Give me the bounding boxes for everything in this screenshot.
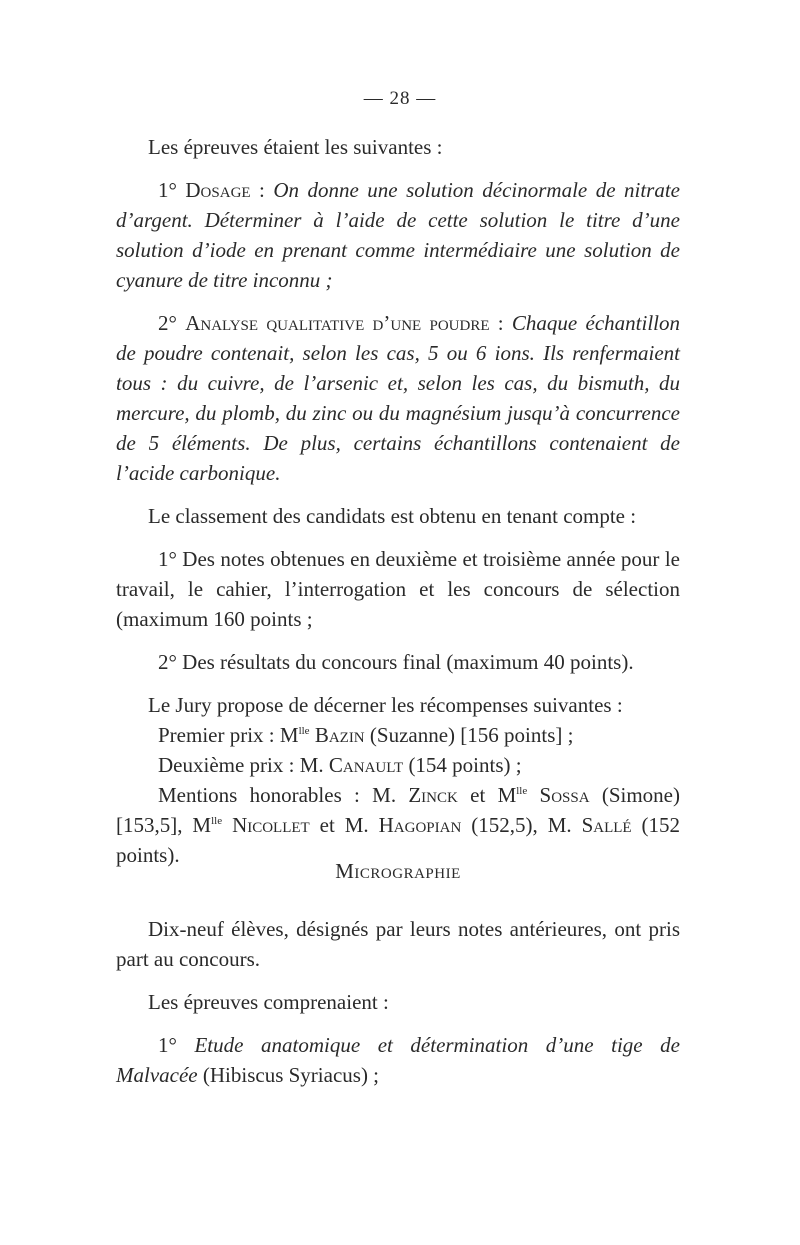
text-run: (Hibiscus Syriacus) ; <box>197 1063 380 1087</box>
item-number: 2° <box>158 311 177 335</box>
text-run: (152 points). <box>116 813 681 867</box>
laureate-name: Canault <box>328 753 404 777</box>
laureate-name: Bazin <box>314 723 365 747</box>
text-run: (152,5), M. <box>461 813 582 837</box>
text-run: et M. <box>309 813 379 837</box>
item-label: Dosage <box>185 178 251 202</box>
label-colon: : <box>489 311 512 335</box>
laureate-name: Hagopian <box>378 813 462 837</box>
text-run: (Suzanne) [156 points] ; <box>364 723 574 747</box>
superscript: lle <box>211 815 223 827</box>
paragraph-classement: Le classement des candidats est obtenu en tenant compte : <box>148 504 637 528</box>
label-colon: : <box>250 178 274 202</box>
text-block-micrographie <box>116 856 680 1090</box>
item-text: Chaque échantillon de poudre contenait, selon les cas, 5 ou 6 ions. Ils renfermaient tous : du cuivre, de l’arsenic et, selon les cas, du bismuth, du mercure, du plomb, du zinc ou du magnésium jusqu’à concurrence de 5 éléments. De plus, certains échantillons contenaient de l’acide carbonique. <box>116 311 680 485</box>
section-title: Micrographie <box>335 859 461 883</box>
superscript: lle <box>298 725 310 737</box>
paragraph-epreuves: Les épreuves comprenaient : <box>148 990 389 1014</box>
item-label: Analyse qualitative d’une poudre <box>185 311 490 335</box>
text-run: Premier prix : M <box>158 723 299 747</box>
paragraph-dosage <box>116 175 680 295</box>
text-run: Mentions honorables : M. <box>158 783 409 807</box>
paragraph-notes: 1° Des notes obtenues en deuxième et troisième année pour le travail, le cahier, l’interrogation et les concours de sélection (maximum 160 points ; <box>116 547 680 631</box>
paragraph-analyse <box>116 308 680 488</box>
paragraph-premier-prix <box>116 720 680 750</box>
paragraph-dix-neuf: Dix-neuf élèves, désignés par leurs notes antérieures, ont pris part au concours. <box>116 917 680 971</box>
page-number: — 28 — <box>363 88 437 109</box>
item-text: On donne une solution décinormale de nitrate d’argent. Déterminer à l’aide de cette solution le titre d’une solution d’iode en prenant comme intermédiaire une solution de cyanure de titre inconnu ; <box>116 178 680 292</box>
text-block-top <box>116 132 680 870</box>
text-run: Deuxième prix : M. <box>158 753 329 777</box>
paragraph-etude <box>116 1030 680 1090</box>
text-run: (154 points) ; <box>403 753 522 777</box>
text-run: et M <box>457 783 517 807</box>
item-number: 1° <box>158 178 177 202</box>
item-number: 1° <box>158 1033 177 1057</box>
paragraph-resultats: 2° Des résultats du concours final (maximum 40 points). <box>158 650 634 674</box>
paragraph-jury: Le Jury propose de décerner les récompenses suivantes : <box>148 693 623 717</box>
paragraph-deuxieme-prix <box>116 750 680 780</box>
text-run: (Simone) [153,5], M <box>116 783 680 837</box>
laureate-name: Zinck <box>408 783 458 807</box>
item-text: Etude anatomique et détermination d’une tige de Malvacée <box>116 1033 680 1087</box>
laureate-name: Sallé <box>581 813 632 837</box>
laureate-name: Nicollet <box>232 813 310 837</box>
superscript: lle <box>516 785 528 797</box>
paragraph-intro: Les épreuves étaient les suivantes : <box>148 135 443 159</box>
laureate-name: Sossa <box>539 783 590 807</box>
